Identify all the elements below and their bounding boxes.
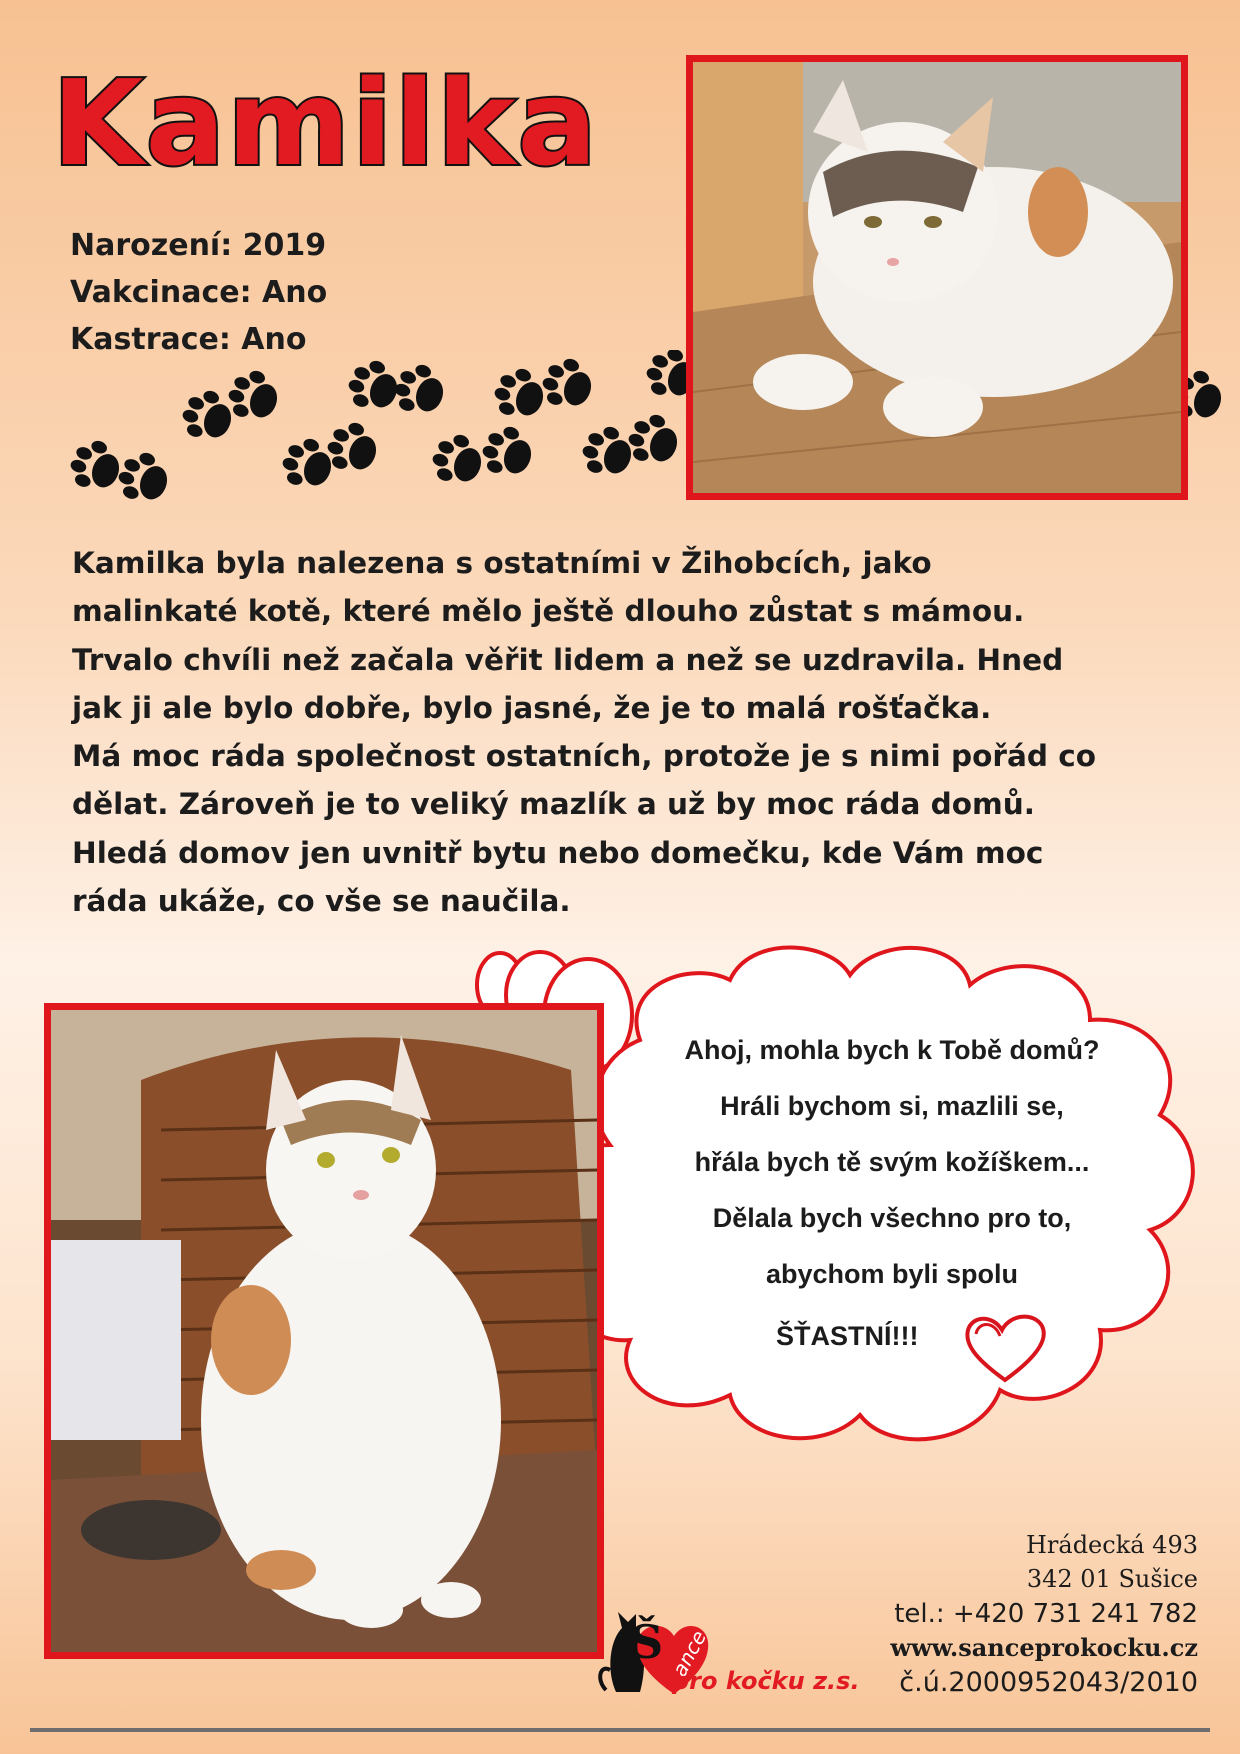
paw-print-icon [322, 416, 384, 478]
bank-account: č.ú.2000952043/2010 [899, 1667, 1198, 1698]
birth-fact: Narození: 2019 [70, 228, 327, 263]
bubble-line: hřála bych tě svým kožíškem... [694, 1147, 1090, 1177]
footer-divider [30, 1728, 1210, 1732]
paw-print-icon [623, 408, 685, 470]
website-link[interactable]: www.sanceprokocku.cz [890, 1633, 1198, 1662]
bubble-line: Hráli bychom si, mazlili se, [720, 1091, 1064, 1121]
thought-bubble-text [612, 1022, 1172, 1364]
story-line: Má moc ráda společnost ostatních, protože je s nimi pořád co [72, 739, 1096, 774]
bubble-line: Dělala bych všechno pro to, [712, 1203, 1072, 1233]
vaccination-fact: Vakcinace: Ano [70, 275, 328, 310]
address-city: 342 01 Sušice [1026, 1565, 1198, 1593]
contact-block [890, 1528, 1198, 1702]
story-line: dělat. Zároveň je to veliký mazlík a už by moc ráda domů. [72, 787, 1035, 822]
story-line: Kamilka byla nalezena s ostatními v Žihobcích, jako [72, 546, 932, 580]
logo-tagline: pro kočku z.s. [672, 1667, 860, 1695]
title-text: Kamilka [52, 54, 600, 192]
logo-word: ance [667, 1626, 712, 1681]
bubble-line: Ahoj, mohla bych k Tobě domů? [684, 1035, 1100, 1065]
paw-print-icon [343, 354, 405, 416]
paw-print-icon [537, 352, 599, 414]
address-street: Hrádecká 493 [1025, 1531, 1198, 1559]
paw-print-icon [489, 362, 551, 424]
heart-icon [960, 1312, 1050, 1384]
story-line: malinkaté kotě, které mělo ještě dlouho zůstat s mámou. [72, 594, 1025, 629]
story-line: jak ji ale bylo dobře, bylo jasné, že je to malá rošťačka. [72, 690, 992, 725]
story-line: Trvalo chvíli než začala věřit lidem a než se uzdravila. Hned [72, 642, 1064, 677]
paw-print-icon [389, 358, 451, 420]
paw-print-icon [223, 364, 285, 426]
paw-print-icon [277, 432, 339, 494]
paw-print-icon [65, 434, 127, 496]
cat-photo-sitting [44, 1003, 604, 1659]
paw-print-icon [477, 420, 539, 482]
story-paragraph [72, 539, 1222, 925]
phone-number: tel.: +420 731 241 782 [894, 1599, 1198, 1629]
bubble-line: ŠŤASTNÍ!!! [776, 1321, 919, 1351]
story-line: ráda ukáže, co vše se naučila. [72, 884, 571, 919]
paw-print-icon [577, 420, 639, 482]
page-title [52, 52, 612, 197]
cat-photo-lying [686, 55, 1188, 500]
paw-print-icon [113, 446, 175, 508]
paw-print-icon [427, 428, 489, 490]
neutering-fact: Kastrace: Ano [70, 322, 307, 357]
cat-facts [70, 222, 327, 363]
logo-letter: Š [630, 1615, 664, 1669]
story-line: Hledá domov jen uvnitř bytu nebo domečku, kde Vám moc [72, 835, 1044, 870]
bubble-line: abychom byli spolu [765, 1259, 1019, 1289]
